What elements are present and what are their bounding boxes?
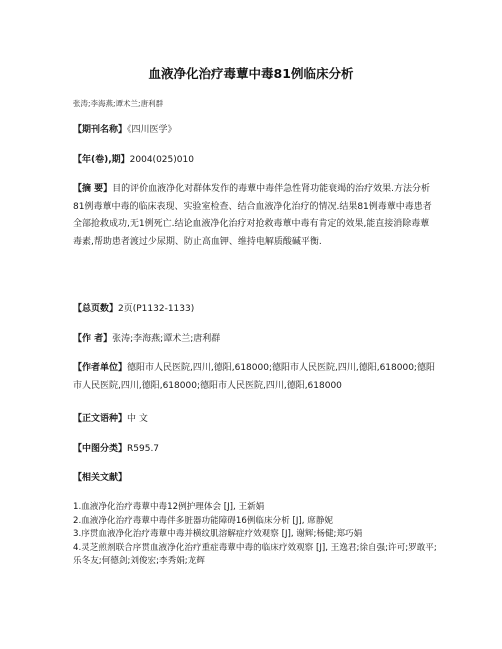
related-field (73, 470, 433, 488)
pages-value: 2页(P1132-1133) (118, 304, 195, 314)
year-issue-field (73, 152, 433, 170)
related-label: 【相关文献】 (73, 473, 128, 483)
language-label: 【正文语种】 (73, 414, 128, 424)
related-item[interactable]: 2.血液净化治疗毒蕈中毒伴多脏器功能障碍16例临床分析 [J], 席静妮 (73, 515, 334, 526)
classification-field (73, 441, 433, 459)
authors-line: 张涛;李海燕;谭术兰;唐利群 (73, 99, 164, 108)
related-item[interactable]: 3.序贯血液净化治疗毒蕈中毒并横纹肌溶解症疗效观察 [J], 谢辉;杨健;郑巧娟 (73, 529, 363, 540)
abstract-field (73, 181, 433, 251)
affiliation-value: 德阳市人民医院,四川,德阳,618000;德阳市人民医院,四川,德阳,618000;德阳市人民医院,四川,德阳,618000;德阳市人民医院,四川,德阳,618000 (73, 363, 435, 391)
year-issue-label: 【年(卷),期】 (73, 155, 130, 165)
language-field (73, 411, 433, 429)
affiliation-field (73, 360, 438, 395)
related-list (73, 501, 438, 569)
journal-value: 《四川医学》 (127, 125, 177, 135)
document-title: 血液净化治疗毒蕈中毒81例临床分析 (148, 66, 354, 81)
journal-field (73, 122, 433, 140)
pages-field (73, 301, 433, 319)
pages-label: 【总页数】 (73, 304, 119, 314)
language-value: 中 文 (127, 414, 148, 424)
year-issue-value: 2004(025)010 (129, 155, 194, 165)
related-item[interactable]: 1.血液净化治疗毒蕈中毒12例护理体会 [J], 王新娟 (73, 502, 265, 512)
related-item[interactable]: 4.灵芝煎剂联合序贯血液净化治疗重症毒蕈中毒的临床疗效观察 [J], 王逸君;徐自强;许可;罗敢平;乐冬友;何德剑;刘俊宏;李秀娟;龙辉 (73, 542, 437, 567)
abstract-value: 目的评价血液净化对群体发作的毒蕈中毒伴急性肾功能衰竭的治疗效果.方法分析81例毒蕈中毒的临床表现、实验室检查、结合血液净化治疗的情况.结果81例毒蕈中毒患者全部抢救成功,无1例死亡.结论血液净化治疗对抢救毒蕈中毒有肯定的效果,能直接消除毒蕈毒素,帮助患者渡过少尿期、防止高血钾、维持电解质酸碱平衡. (73, 184, 432, 247)
authors-label: 【作 者】 (73, 334, 113, 344)
journal-label: 【期刊名称】 (73, 125, 128, 135)
affiliation-label: 【作者单位】 (73, 363, 128, 373)
abstract-label: 【摘 要】 (73, 184, 113, 194)
authors-field (73, 331, 433, 349)
classification-value: R595.7 (127, 444, 160, 454)
classification-label: 【中图分类】 (73, 444, 128, 454)
authors-value: 张涛;李海燕;谭术兰;唐利群 (112, 334, 221, 344)
